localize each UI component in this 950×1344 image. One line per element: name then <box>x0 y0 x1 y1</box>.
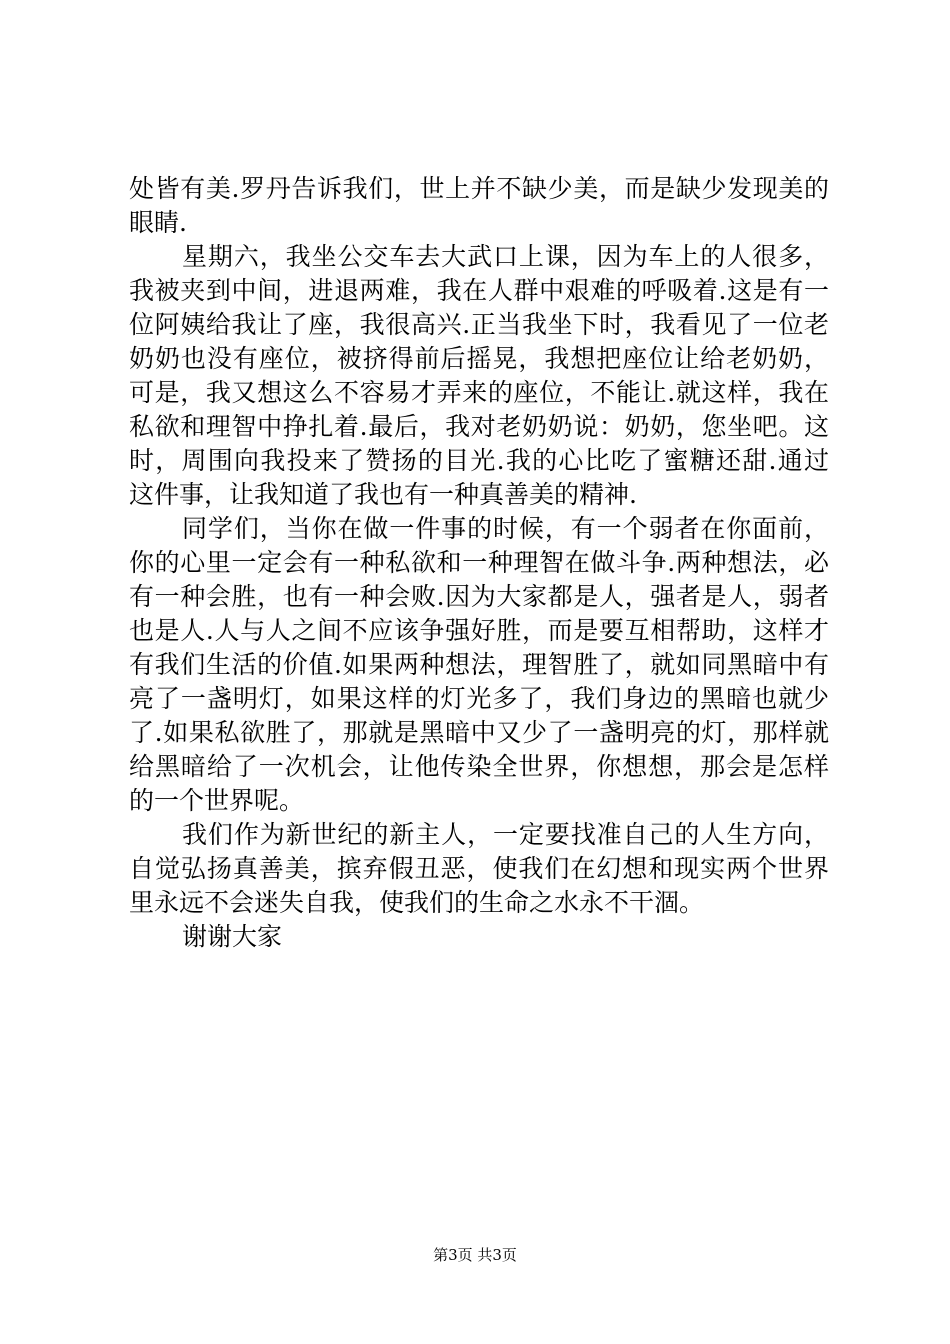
text-line: 自觉弘扬真善美，摈弃假丑恶，使我们在幻想和现实两个世界 <box>129 854 829 883</box>
text-line: 亮了一盏明灯，如果这样的灯光多了，我们身边的黑暗也就少 <box>129 684 829 713</box>
page-number-label: 第3页 共3页 <box>433 1246 517 1264</box>
page-footer <box>0 1244 950 1266</box>
body-text <box>129 172 829 954</box>
text-line: 里永远不会迷失自我，使我们的生命之水永不干涸。 <box>129 888 705 917</box>
text-line: 的一个世界呢。 <box>129 786 305 815</box>
text-line: 给黑暗给了一次机会，让他传染全世界，你想想，那会是怎样 <box>129 752 829 781</box>
text-line: 位阿姨给我让了座，我很高兴.正当我坐下时，我看见了一位老 <box>129 310 829 339</box>
text-line: 奶奶也没有座位，被挤得前后摇晃，我想把座位让给老奶奶， <box>129 344 829 373</box>
text-line: 这件事，让我知道了我也有一种真善美的精神. <box>129 480 637 509</box>
text-line: 眼睛. <box>129 208 187 237</box>
text-line: 可是，我又想这么不容易才弄来的座位，不能让.就这样，我在 <box>129 378 829 407</box>
text-line: 你的心里一定会有一种私欲和一种理智在做斗争.两种想法，必 <box>129 548 829 577</box>
text-line: 也是人.人与人之间不应该争强好胜，而是要互相帮助，这样才 <box>129 616 829 645</box>
text-line: 有我们生活的价值.如果两种想法，理智胜了，就如同黑暗中有 <box>129 650 829 679</box>
closing-line: 谢谢大家 <box>182 922 283 951</box>
text-line: 有一种会胜，也有一种会败.因为大家都是人，强者是人，弱者 <box>129 582 829 611</box>
text-line: 时，周围向我投来了赞扬的目光.我的心比吃了蜜糖还甜.通过 <box>129 446 829 475</box>
text-line: 处皆有美.罗丹告诉我们，世上并不缺少美，而是缺少发现美的 <box>129 174 829 203</box>
paragraph-start-line: 同学们，当你在做一件事的时候，有一个弱者在你面前， <box>182 514 829 543</box>
paragraph-start-line: 我们作为新世纪的新主人，一定要找准自己的人生方向， <box>182 820 829 849</box>
text-line: 私欲和理智中挣扎着.最后，我对老奶奶说：奶奶，您坐吧。这 <box>129 412 829 441</box>
text-line: 了.如果私欲胜了，那就是黑暗中又少了一盏明亮的灯，那样就 <box>129 718 829 747</box>
text-line: 我被夹到中间，进退两难，我在人群中艰难的呼吸着.这是有一 <box>129 276 829 305</box>
paragraph-start-line: 星期六，我坐公交车去大武口上课，因为车上的人很多， <box>182 242 829 271</box>
